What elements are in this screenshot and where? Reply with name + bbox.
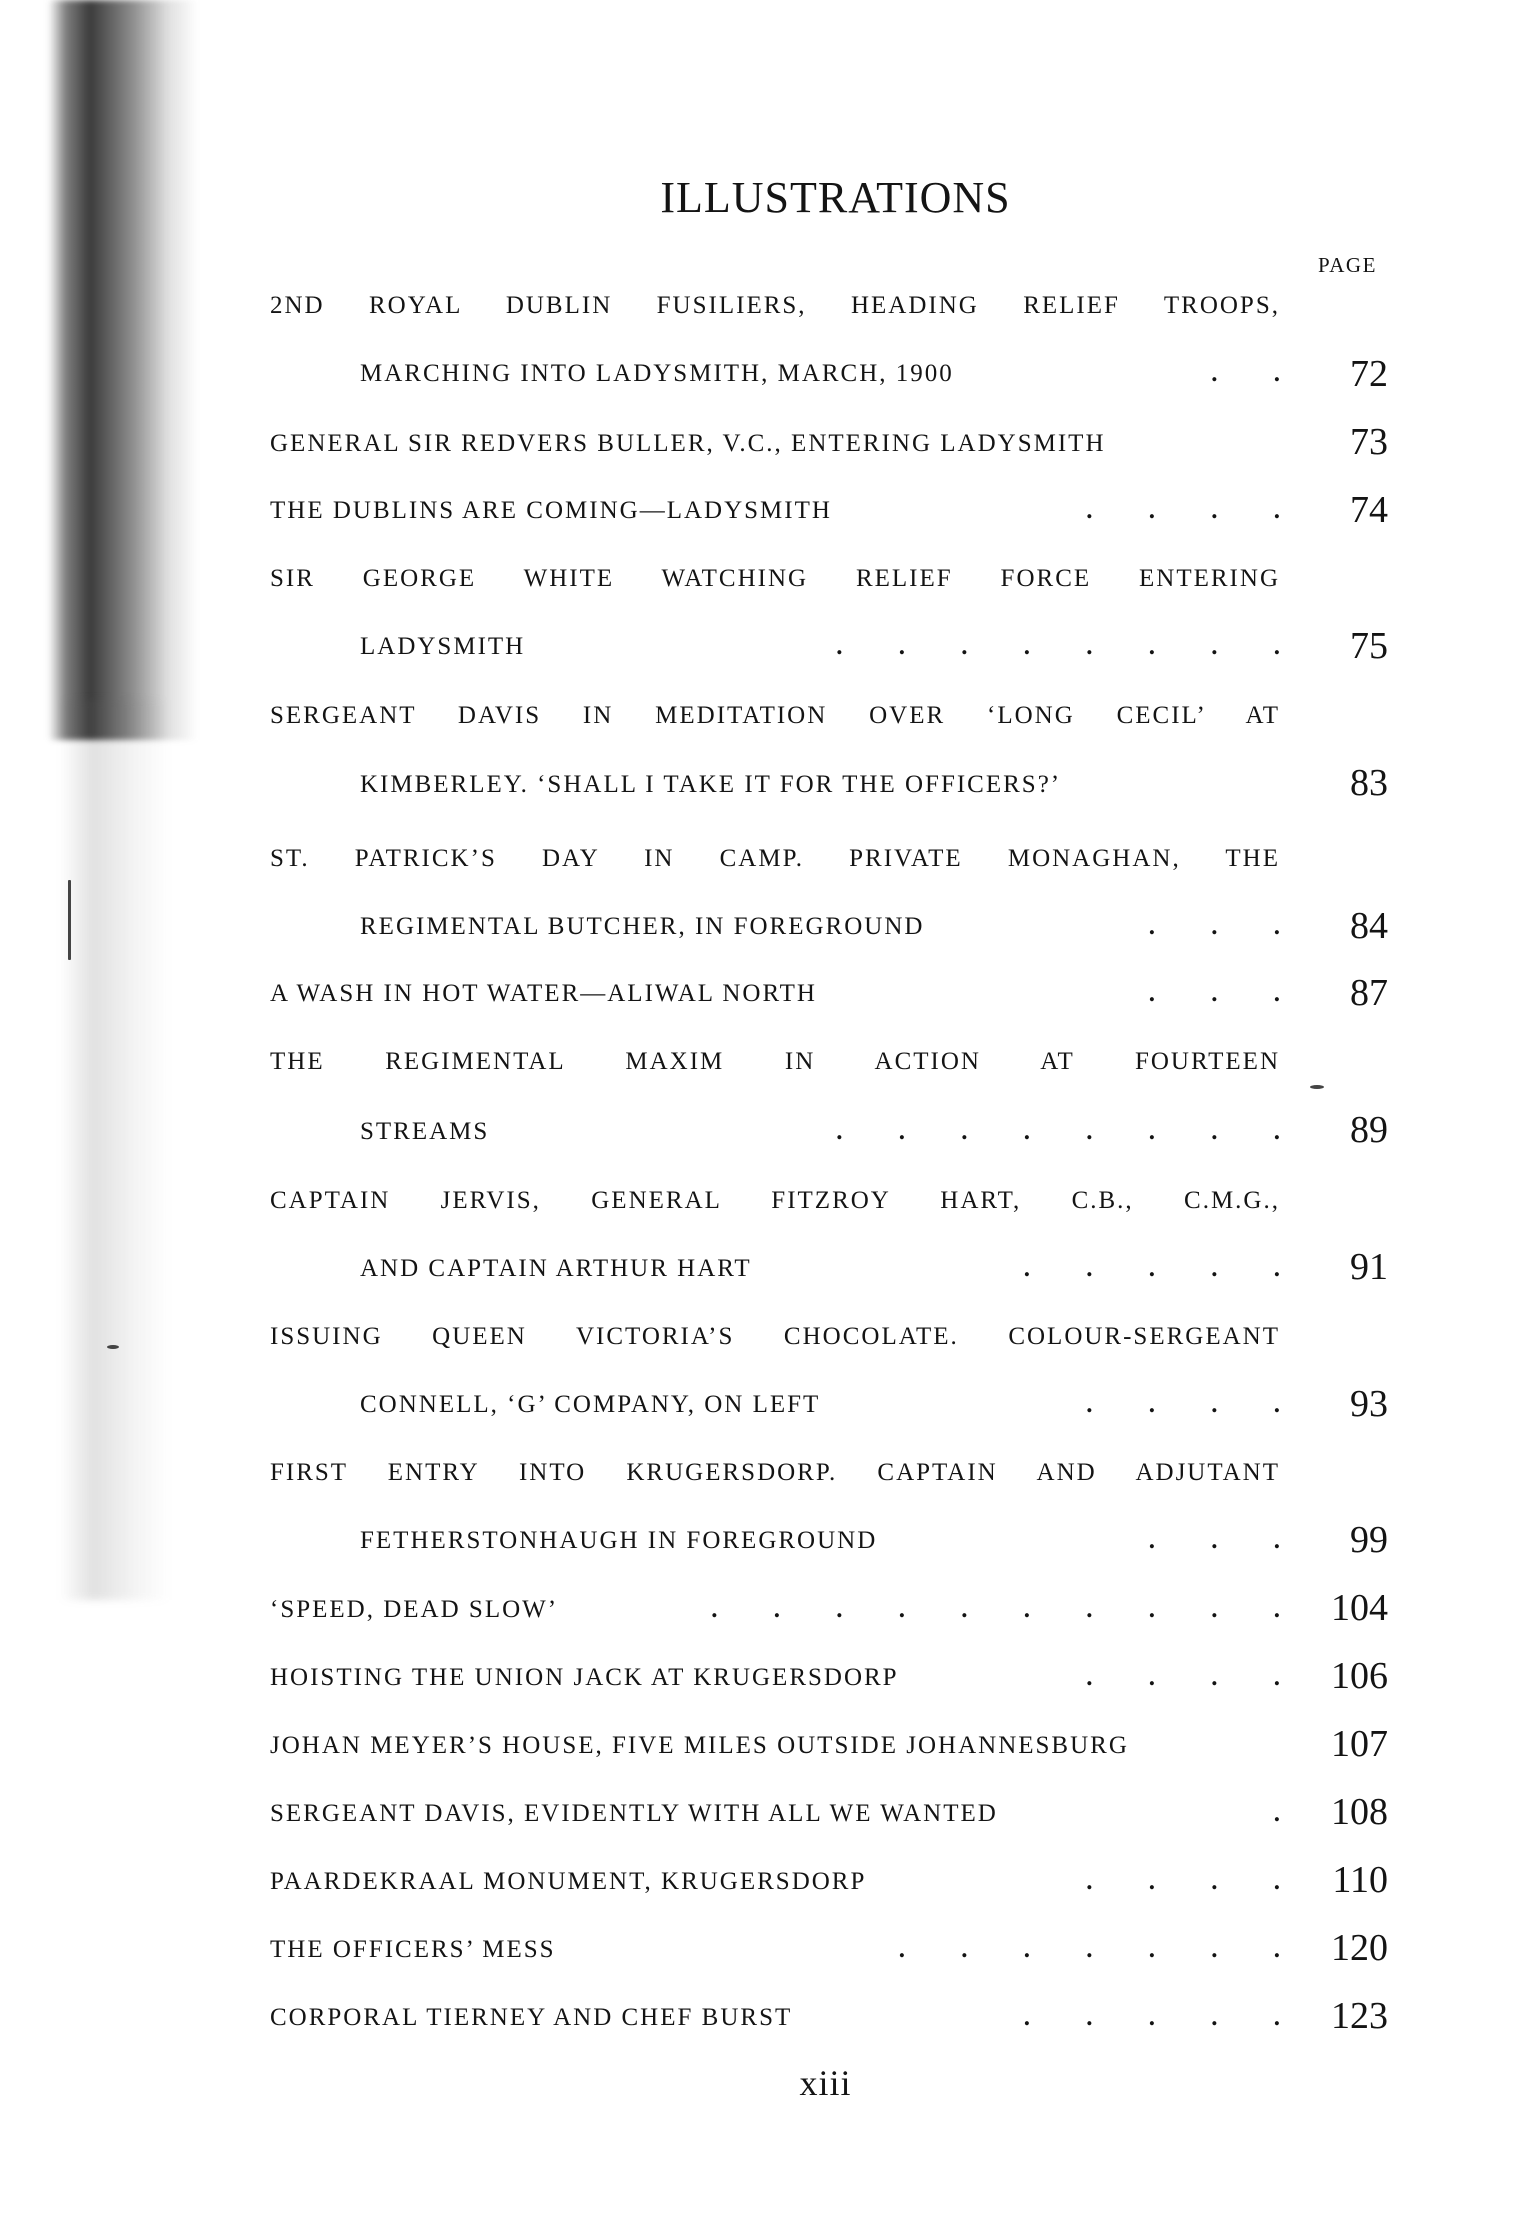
page-column-heading: PAGE bbox=[1318, 253, 1377, 277]
binding-shadow-lower bbox=[60, 700, 170, 1600]
entry-13-line-1: HOISTING THE UNION JACK AT KRUGERSDORP . . . . bbox=[270, 1664, 1280, 1691]
entry-12-page: 104 bbox=[1331, 1587, 1388, 1629]
entry-10-line-2: CONNELL, ‘G’ COMPANY, ON LEFT . . . . bbox=[360, 1391, 1280, 1418]
entry-4-line-2: LADYSMITH . . . . . . . . bbox=[360, 633, 1280, 660]
entry-18-page: 123 bbox=[1331, 1995, 1388, 2037]
scan-speck bbox=[1310, 1085, 1324, 1089]
entry-5-line-1: SERGEANT DAVIS IN MEDITATION OVER ‘LONG CECIL’ AT bbox=[270, 702, 1280, 729]
entry-16-page: 110 bbox=[1332, 1859, 1388, 1901]
entry-4-page: 75 bbox=[1350, 625, 1388, 667]
entry-5-page: 83 bbox=[1350, 762, 1388, 804]
entry-1-line-1: 2ND ROYAL DUBLIN FUSILIERS, HEADING RELIEF TROOPS, bbox=[270, 292, 1280, 319]
entry-7-line-1: A WASH IN HOT WATER—ALIWAL NORTH . . . bbox=[270, 980, 1280, 1007]
entry-4-line-1: SIR GEORGE WHITE WATCHING RELIEF FORCE ENTERING bbox=[270, 565, 1280, 592]
entry-9-line-1: CAPTAIN JERVIS, GENERAL FITZROY HART, C.B., C.M.G., bbox=[270, 1187, 1280, 1214]
entry-11-page: 99 bbox=[1350, 1519, 1388, 1561]
entry-3-page: 74 bbox=[1350, 489, 1388, 531]
binding-shadow bbox=[48, 0, 198, 740]
entry-8-page: 89 bbox=[1350, 1109, 1388, 1151]
entry-14-page: 107 bbox=[1331, 1723, 1388, 1765]
entry-2-page: 73 bbox=[1350, 421, 1388, 463]
entry-3-line-1: THE DUBLINS ARE COMING—LADYSMITH . . . . bbox=[270, 497, 1280, 524]
entry-16-line-1: PAARDEKRAAL MONUMENT, KRUGERSDORP . . . . bbox=[270, 1868, 1280, 1895]
entry-8-line-1: THE REGIMENTAL MAXIM IN ACTION AT FOURTEEN bbox=[270, 1048, 1280, 1075]
entry-6-line-2: REGIMENTAL BUTCHER, IN FOREGROUND . . . bbox=[360, 913, 1280, 940]
entry-6-line-1: ST. PATRICK’S DAY IN CAMP. PRIVATE MONAGHAN, THE bbox=[270, 845, 1280, 872]
entry-6-page: 84 bbox=[1350, 905, 1388, 947]
entry-1-page: 72 bbox=[1350, 353, 1388, 395]
entry-10-page: 93 bbox=[1350, 1383, 1388, 1425]
entry-11-line-1: FIRST ENTRY INTO KRUGERSDORP. CAPTAIN AND ADJUTANT bbox=[270, 1459, 1280, 1486]
entry-13-page: 106 bbox=[1331, 1655, 1388, 1697]
entry-18-line-1: CORPORAL TIERNEY AND CHEF BURST . . . . . bbox=[270, 2004, 1280, 2031]
entry-17-page: 120 bbox=[1331, 1927, 1388, 1969]
entry-15-page: 108 bbox=[1331, 1791, 1388, 1833]
entry-17-line-1: THE OFFICERS’ MESS . . . . . . . bbox=[270, 1936, 1280, 1963]
entry-9-line-2: AND CAPTAIN ARTHUR HART . . . . . bbox=[360, 1255, 1280, 1282]
entry-11-line-2: FETHERSTONHAUGH IN FOREGROUND . . . bbox=[360, 1527, 1280, 1554]
scan-speck bbox=[107, 1345, 119, 1349]
entry-10-line-1: ISSUING QUEEN VICTORIA’S CHOCOLATE. COLOUR-SERGEANT bbox=[270, 1323, 1280, 1350]
entry-7-page: 87 bbox=[1350, 972, 1388, 1014]
page-folio: xiii bbox=[799, 2063, 852, 2103]
entry-8-line-2: STREAMS . . . . . . . . bbox=[360, 1118, 1280, 1145]
scan-speck bbox=[68, 880, 71, 960]
entry-5-line-2: KIMBERLEY. ‘SHALL I TAKE IT FOR THE OFFICERS?’ bbox=[360, 771, 1062, 798]
entry-12-line-1: ‘SPEED, DEAD SLOW’ . . . . . . . . . . bbox=[270, 1596, 1280, 1623]
entry-15-line-1: SERGEANT DAVIS, EVIDENTLY WITH ALL WE WANTED . bbox=[270, 1800, 1280, 1827]
entry-14-line-1: JOHAN MEYER’S HOUSE, FIVE MILES OUTSIDE JOHANNESBURG bbox=[270, 1732, 1129, 1759]
page-title: ILLUSTRATIONS bbox=[660, 173, 1011, 222]
entry-1-line-2: MARCHING INTO LADYSMITH, MARCH, 1900 . . bbox=[360, 360, 1280, 387]
entry-2-line-1: GENERAL SIR REDVERS BULLER, V.C., ENTERING LADYSMITH bbox=[270, 430, 1106, 457]
entry-9-page: 91 bbox=[1350, 1246, 1388, 1288]
